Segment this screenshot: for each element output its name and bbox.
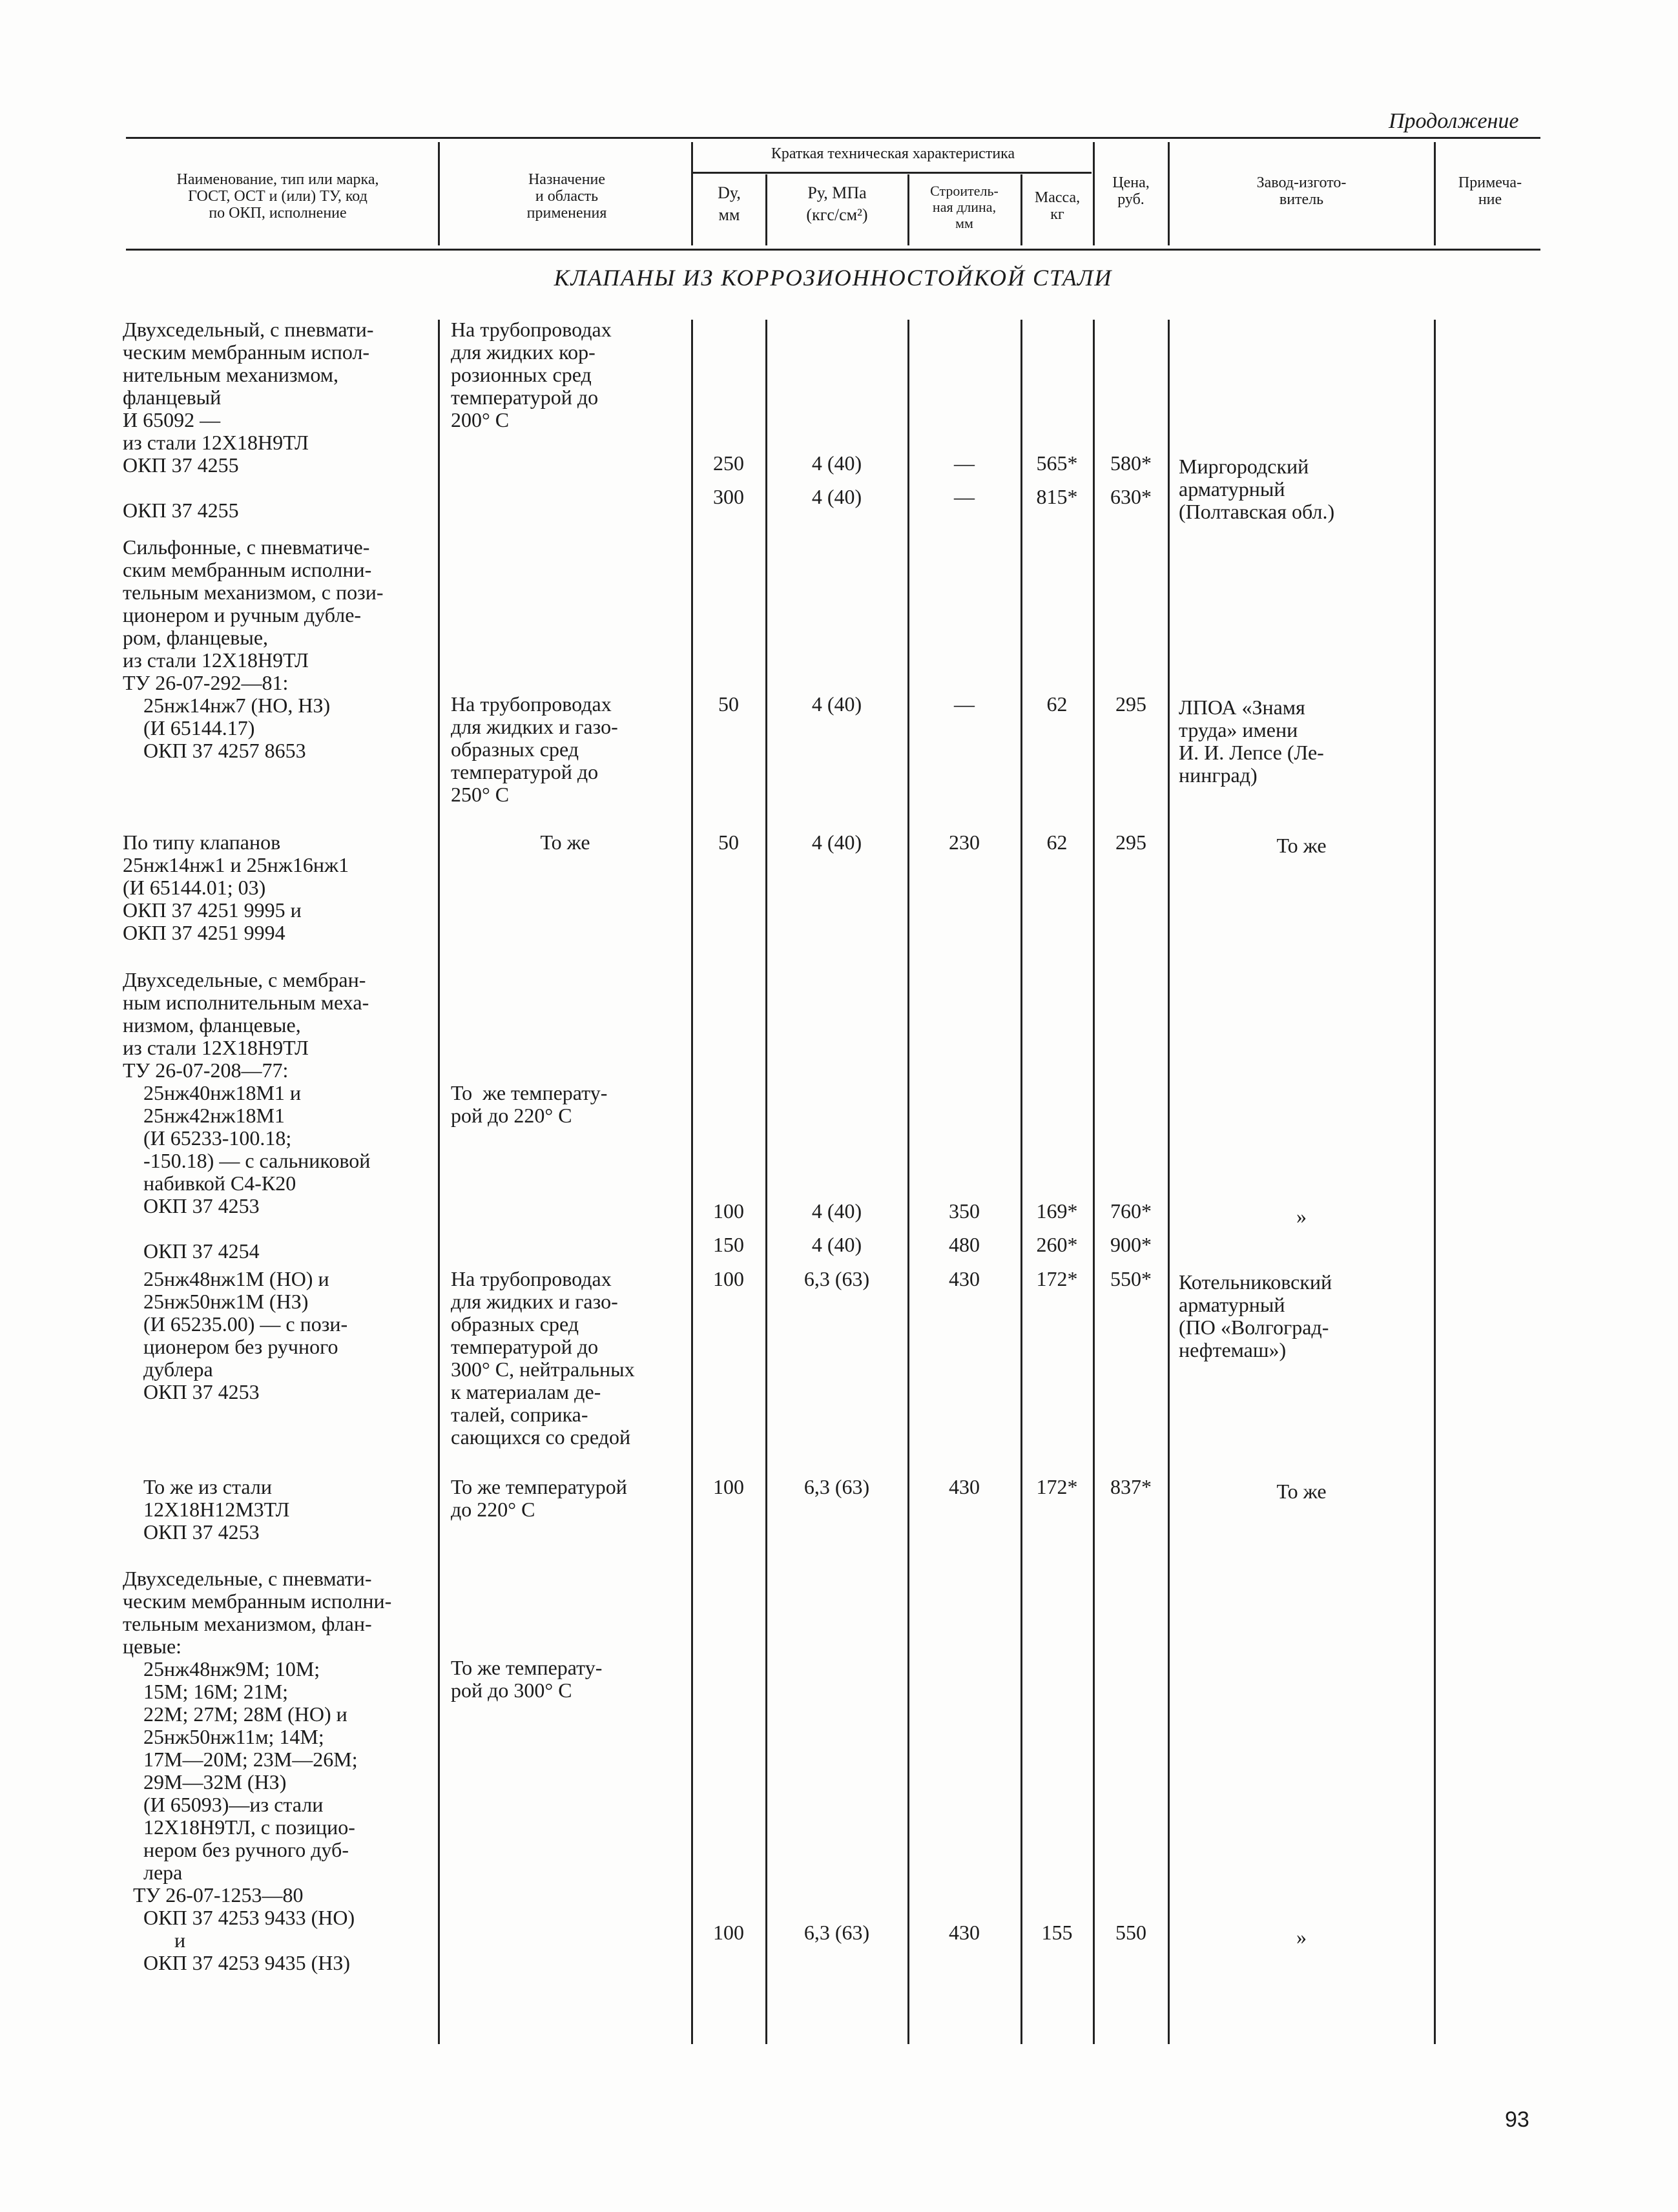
cell-length: 480 <box>949 1233 980 1256</box>
cell-mass: 565* <box>1036 451 1078 475</box>
header-py: Pу, МПа (кгс/см²) <box>806 183 868 224</box>
header-group: Краткая техническая характеристика <box>771 145 1015 162</box>
cell-dy: 150 <box>713 1233 744 1256</box>
cell-price: 295 <box>1115 692 1146 716</box>
column-divider <box>765 320 767 2044</box>
block-purpose: То же температу- рой до 300° С <box>451 1656 603 1702</box>
cell-price: 837* <box>1110 1475 1152 1498</box>
block-factory: То же <box>1276 834 1327 857</box>
cell-length: 430 <box>949 1921 980 1944</box>
cell-price: 295 <box>1115 831 1146 854</box>
block-factory: Миргородский арматурный (Полтавская обл.) <box>1179 455 1335 523</box>
block-purpose: То же температурой до 220° С <box>451 1475 627 1521</box>
block-purpose: То же температу- рой до 220° С <box>451 1081 608 1127</box>
cell-length: — <box>954 692 975 716</box>
cell-py: 4 (40) <box>811 451 862 475</box>
cell-mass: 815* <box>1036 485 1078 508</box>
cell-dy: 100 <box>713 1475 744 1498</box>
cell-length: 430 <box>949 1475 980 1498</box>
header-name: Наименование, тип или марка, ГОСТ, ОСТ и (или) ТУ, код по ОКП, исполнение <box>176 171 379 222</box>
cell-length: — <box>954 451 975 475</box>
cell-length: 350 <box>949 1199 980 1223</box>
block-name: То же из стали 12Х18Н12М3ТЛ ОКП 37 4253 <box>143 1475 290 1544</box>
cell-dy: 50 <box>718 692 739 716</box>
block-factory: То же <box>1276 1480 1327 1503</box>
column-divider <box>1020 320 1022 2044</box>
header-note: Примеча- ние <box>1458 174 1522 208</box>
cell-dy: 100 <box>713 1267 744 1290</box>
cell-py: 4 (40) <box>811 692 862 716</box>
cell-py: 6,3 (63) <box>803 1267 870 1290</box>
section-title: КЛАПАНЫ ИЗ КОРРОЗИОННОСТОЙКОЙ СТАЛИ <box>554 265 1113 291</box>
cell-dy: 50 <box>718 831 739 854</box>
cell-price: 550* <box>1110 1267 1152 1290</box>
block-name: Двухседельный, с пневмати- ческим мембранным испол- нительным механизмом, фланцевый И 65092 — из стали 12Х18Н9ТЛ ОКП 37 4255 ОКП 37 4255 <box>123 318 374 522</box>
header-top-rule <box>126 137 1540 139</box>
cell-mass: 172* <box>1036 1267 1078 1290</box>
column-divider <box>907 320 909 2044</box>
cell-mass: 155 <box>1041 1921 1073 1944</box>
cell-py: 6,3 (63) <box>803 1475 870 1498</box>
header-divider <box>765 174 767 245</box>
column-divider <box>1168 320 1170 2044</box>
column-divider <box>438 320 440 2044</box>
cell-py: 4 (40) <box>811 1233 862 1256</box>
cell-dy: 250 <box>713 451 744 475</box>
header-divider <box>1168 142 1170 245</box>
block-name: Двухседельные, с пневмати- ческим мембранным исполни- тельным механизмом, флан- цевые: 25нж48нж9М; 10М; 15М; 16М; 21М; 22М; 27М; 28М (НО) и 25нж50нж11м; 14М; 17М—20М; 23М—26М; 29М—32М (НЗ) (И 65093)—из стали 12Х18Н9ТЛ, с позицио- нером без ручного дуб- лера ТУ 26-07-1253—80 ОКП 37 4253 9433 (НО) и ОКП 37 4253 9435 (НЗ) <box>123 1567 392 1974</box>
header-factory: Завод-изгото- витель <box>1256 174 1347 208</box>
block-name: По типу клапанов 25нж14нж1 и 25нж16нж1 (И 65144.01; 03) ОКП 37 4251 9995 и ОКП 37 4251 9994 <box>123 831 349 944</box>
block-name: Двухседельные, с мембран- ным исполнительным меха- низмом, фланцевые, из стали 12Х18Н9ТЛ ТУ 26-07-208—77: 25нж40нж18М1 и 25нж42нж18М1 (И 65233-100.18; -150.18) — с сальниковой набивкой С4-К20 ОКП 37 4253 ОКП 37 4254 <box>123 968 371 1263</box>
cell-length: 430 <box>949 1267 980 1290</box>
cell-dy: 100 <box>713 1921 744 1944</box>
cell-mass: 172* <box>1036 1475 1078 1498</box>
block-factory: Котельниковский арматурный (ПО «Волгоград- нефтемаш») <box>1179 1270 1332 1361</box>
cell-py: 4 (40) <box>811 1199 862 1223</box>
header-dy: Dу, мм <box>718 183 741 224</box>
cell-mass: 62 <box>1046 692 1068 716</box>
cell-mass: 260* <box>1036 1233 1078 1256</box>
cell-price: 630* <box>1110 485 1152 508</box>
block-purpose: То же <box>540 831 590 854</box>
header-purpose: Назначение и область применения <box>526 171 607 222</box>
column-divider <box>1093 320 1095 2044</box>
cell-py: 4 (40) <box>811 485 862 508</box>
header-price: Цена, руб. <box>1112 174 1150 208</box>
header-length: Строитель- ная длина, мм <box>930 183 999 231</box>
continuation-label: Продолжение <box>1389 109 1519 133</box>
cell-mass: 169* <box>1036 1199 1078 1223</box>
block-name: Сильфонные, с пневматиче- ским мембранным исполни- тельным механизмом, с пози- ционером и ручным дубле- ром, фланцевые, из стали 12Х18Н9ТЛ ТУ 26-07-292—81: 25нж14нж7 (НО, НЗ) (И 65144.17) ОКП 37 4257 8653 <box>123 535 384 762</box>
block-purpose: На трубопроводах для жидких кор- розионных сред температурой до 200° С <box>451 318 612 431</box>
block-purpose: На трубопроводах для жидких и газо- образных сред температурой до 300° С, нейтральных к материалам де- талей, соприка- сающихся со средой <box>451 1267 635 1449</box>
cell-length: — <box>954 485 975 508</box>
cell-dy: 100 <box>713 1199 744 1223</box>
cell-mass: 62 <box>1046 831 1068 854</box>
block-factory: » <box>1296 1925 1307 1948</box>
page-number: 93 <box>1505 2107 1529 2132</box>
cell-length: 230 <box>949 831 980 854</box>
header-divider <box>691 142 693 245</box>
cell-price: 900* <box>1110 1233 1152 1256</box>
header-bottom-rule <box>126 249 1540 251</box>
cell-py: 6,3 (63) <box>803 1921 870 1944</box>
cell-price: 550 <box>1115 1921 1146 1944</box>
cell-price: 580* <box>1110 451 1152 475</box>
cell-dy: 300 <box>713 485 744 508</box>
block-factory: » <box>1296 1204 1307 1228</box>
group-underline <box>691 172 1092 174</box>
cell-py: 4 (40) <box>811 831 862 854</box>
cell-price: 760* <box>1110 1199 1152 1223</box>
block-factory: ЛПОА «Знамя труда» имени И. И. Лепсе (Ле- нинград) <box>1179 696 1324 787</box>
header-mass: Масса, кг <box>1034 189 1081 223</box>
header-divider <box>438 142 440 245</box>
block-purpose: На трубопроводах для жидких и газо- образных сред температурой до 250° С <box>451 692 618 806</box>
column-divider <box>691 320 693 2044</box>
column-divider <box>1434 320 1436 2044</box>
block-name: 25нж48нж1М (НО) и 25нж50нж1М (НЗ) (И 65235.00) — с пози- ционером без ручного дублера ОКП 37 4253 <box>143 1267 348 1403</box>
